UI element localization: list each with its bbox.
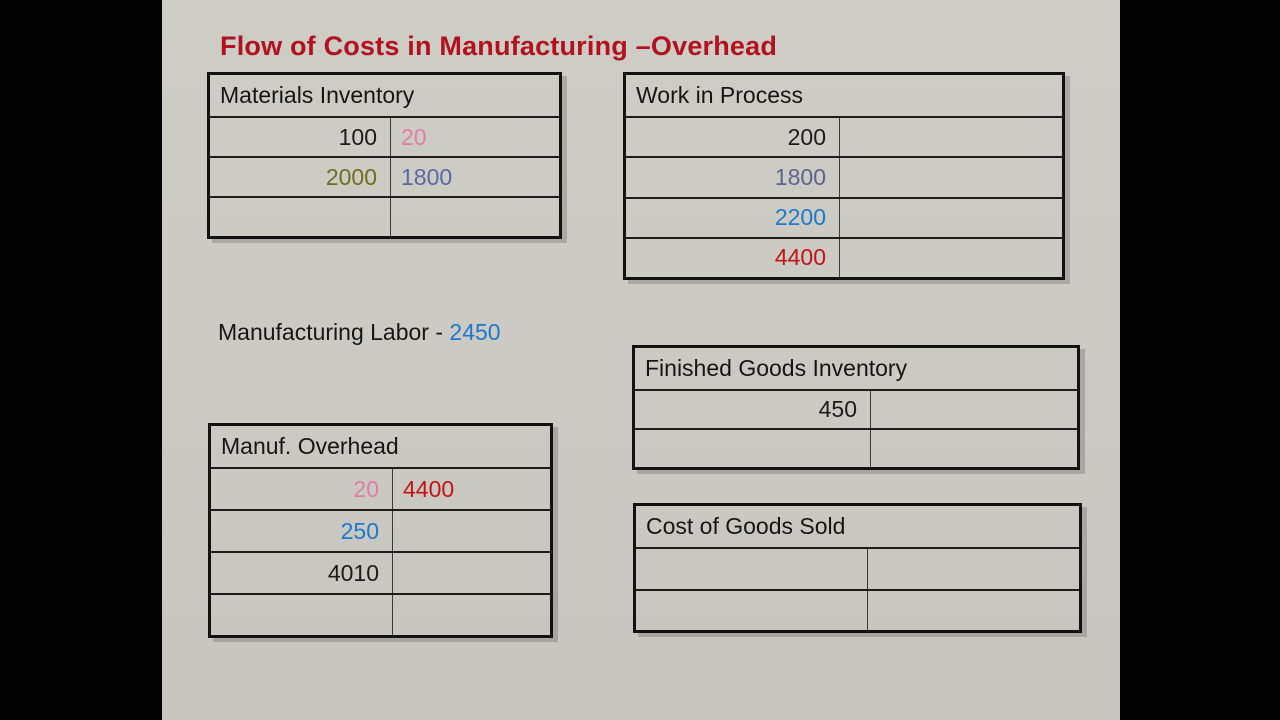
table-row [211, 509, 550, 551]
credit-cell [840, 158, 1062, 196]
credit-cell [393, 595, 550, 635]
finished-goods-inventory-table [632, 345, 1080, 470]
debit-cell [636, 549, 868, 589]
debit-cell: 2200 [626, 199, 840, 237]
table-row [210, 156, 559, 196]
work-in-process-table [623, 72, 1065, 280]
manufacturing-labor-value: 2450 [449, 319, 501, 345]
credit-cell [393, 511, 550, 551]
credit-cell: 1800 [401, 163, 453, 190]
materials-inventory-table [207, 72, 562, 239]
credit-cell [840, 118, 1062, 156]
table-row [626, 116, 1062, 156]
credit-cell: 20 [401, 123, 427, 150]
credit-cell [868, 549, 1079, 589]
table-row [626, 237, 1062, 277]
debit-cell: 2000 [210, 158, 391, 196]
slide-canvas [162, 0, 1120, 720]
credit-cell [871, 430, 1077, 467]
credit-cell [391, 198, 559, 236]
debit-cell: 4010 [211, 553, 393, 593]
table-row [635, 428, 1077, 467]
table-row [636, 547, 1079, 589]
debit-cell: 20 [211, 469, 393, 509]
credit-cell: 4400 [403, 475, 455, 502]
debit-cell: 450 [635, 391, 871, 428]
account-title-wip: Work in Process [636, 82, 804, 108]
debit-cell [211, 595, 393, 635]
table-row [636, 589, 1079, 631]
debit-cell: 1800 [626, 158, 840, 196]
table-row [210, 196, 559, 236]
credit-cell [868, 591, 1079, 631]
debit-cell: 4400 [626, 239, 840, 277]
debit-cell [210, 198, 391, 236]
letterbox-right-bar [1120, 0, 1280, 720]
table-row [211, 593, 550, 635]
debit-cell: 100 [210, 118, 391, 156]
table-row [211, 467, 550, 509]
account-title-materials: Materials Inventory [220, 82, 415, 108]
cost-of-goods-sold-table [633, 503, 1082, 633]
debit-cell: 200 [626, 118, 840, 156]
manufacturing-labor-line [218, 319, 501, 346]
table-row [635, 389, 1077, 428]
account-title-cogs: Cost of Goods Sold [646, 513, 846, 539]
manufacturing-labor-label: Manufacturing Labor - [218, 319, 450, 345]
manufacturing-overhead-table [208, 423, 553, 638]
table-row [210, 116, 559, 156]
table-row [626, 197, 1062, 237]
debit-cell [635, 430, 871, 467]
credit-cell [393, 553, 550, 593]
debit-cell: 250 [211, 511, 393, 551]
debit-cell [636, 591, 868, 631]
credit-cell [871, 391, 1077, 428]
account-title-finished-goods: Finished Goods Inventory [645, 355, 908, 381]
account-title-overhead: Manuf. Overhead [221, 433, 399, 459]
page-title: Flow of Costs in Manufacturing –Overhead [220, 31, 778, 61]
credit-cell [840, 199, 1062, 237]
credit-cell [840, 239, 1062, 277]
table-row [211, 551, 550, 593]
table-row [626, 156, 1062, 196]
letterbox-left-bar [0, 0, 162, 720]
